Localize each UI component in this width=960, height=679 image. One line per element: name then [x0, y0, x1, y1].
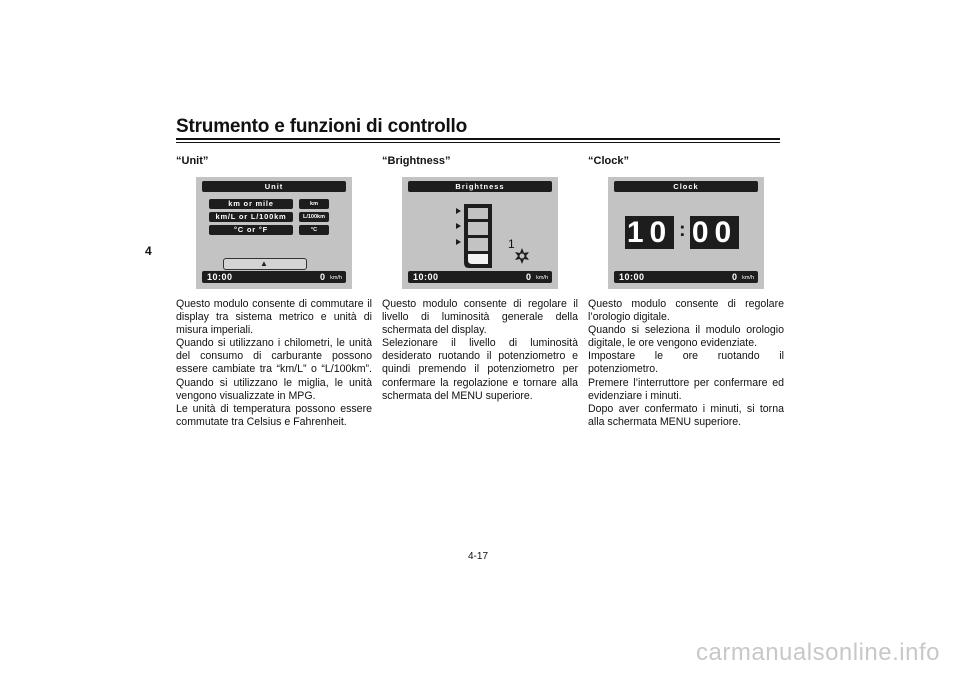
return-up-button [223, 258, 307, 270]
speed-readout: 0 [731, 272, 738, 282]
unit-value-temperature: °C [299, 225, 329, 235]
unit-description [176, 298, 372, 429]
brightness-display-screen [402, 177, 558, 289]
header-rule-thin [176, 142, 780, 143]
paragraph: Selezionare il livello di luminosità desiderato ruotando il potenziometro e quindi premendo il potenziometro per confermare la regolazione e tornare alla schermata del MENU superiore. [382, 337, 578, 402]
speed-unit: km/h [330, 275, 342, 281]
status-bar [614, 271, 758, 283]
brightness-description [382, 298, 578, 403]
clock-description [588, 298, 784, 429]
unit-option-temperature: °C or °F [209, 225, 293, 235]
screen-title-bar: Brightness [408, 181, 552, 192]
status-bar [202, 271, 346, 283]
clock-section [588, 155, 784, 429]
brightness-level: 1 [508, 237, 515, 251]
page-title: Strumento e funzioni di controllo [176, 116, 468, 137]
clock-colon: : [679, 219, 686, 241]
paragraph: Dopo aver confermato i minuti, si torna alla schermata MENU superiore. [588, 402, 784, 428]
brightness-heading: “Brightness” [382, 155, 451, 167]
chapter-marker: 4 [145, 244, 152, 258]
speed-unit: km/h [742, 275, 754, 281]
status-bar [408, 271, 552, 283]
up-arrow-icon: ▲ [260, 259, 268, 268]
clock-hours: 10 [626, 216, 673, 249]
header-rule [176, 138, 780, 140]
speed-unit: km/h [536, 275, 548, 281]
unit-option-consumption: km/L or L/100km [209, 212, 293, 222]
screen-title-bar: Clock [614, 181, 758, 192]
brightness-section [382, 155, 578, 403]
unit-option-distance: km or mile [209, 199, 293, 209]
speed-readout: 0 [525, 272, 532, 282]
clock-minutes: 00 [691, 216, 738, 249]
clock-heading: “Clock” [588, 155, 629, 167]
clock-display-screen [608, 177, 764, 289]
paragraph: Quando si seleziona il modulo orologio digitale, le ore vengono evidenziate. [588, 324, 784, 350]
clock-readout: 10:00 [619, 272, 645, 282]
paragraph: Impostare le ore ruotando il potenziometro. [588, 350, 784, 376]
speed-readout: 0 [319, 272, 326, 282]
screen-title-bar: Unit [202, 181, 346, 192]
unit-heading: “Unit” [176, 155, 209, 167]
watermark: carmanualsonline.info [696, 639, 940, 666]
paragraph: Questo modulo consente di regolare il livello di luminosità generale della schermata del display. [382, 298, 578, 337]
unit-value-consumption: L/100km [299, 212, 329, 222]
unit-display-screen [196, 177, 352, 289]
page-number: 4-17 [468, 551, 489, 562]
sun-icon [513, 247, 531, 265]
clock-readout: 10:00 [413, 272, 439, 282]
paragraph: Quando si utilizzano i chilometri, le unità del consumo di carburante possono essere cambiate tra “km/L” o “L/100km”. Quando si utilizzano le miglia, le unità vengono visualizzate in MPG. [176, 337, 372, 402]
paragraph: Questo modulo consente di regolare l’orologio digitale. [588, 298, 784, 324]
paragraph: Premere l’interruttore per confermare ed evidenziare i minuti. [588, 376, 784, 402]
clock-readout: 10:00 [207, 272, 233, 282]
paragraph: Questo modulo consente di commutare il display tra sistema metrico e unità di misura imperiali. [176, 298, 372, 337]
unit-section [176, 155, 372, 429]
unit-value-distance: km [299, 199, 329, 209]
paragraph: Le unità di temperatura possono essere commutate tra Celsius e Fahrenheit. [176, 402, 372, 428]
